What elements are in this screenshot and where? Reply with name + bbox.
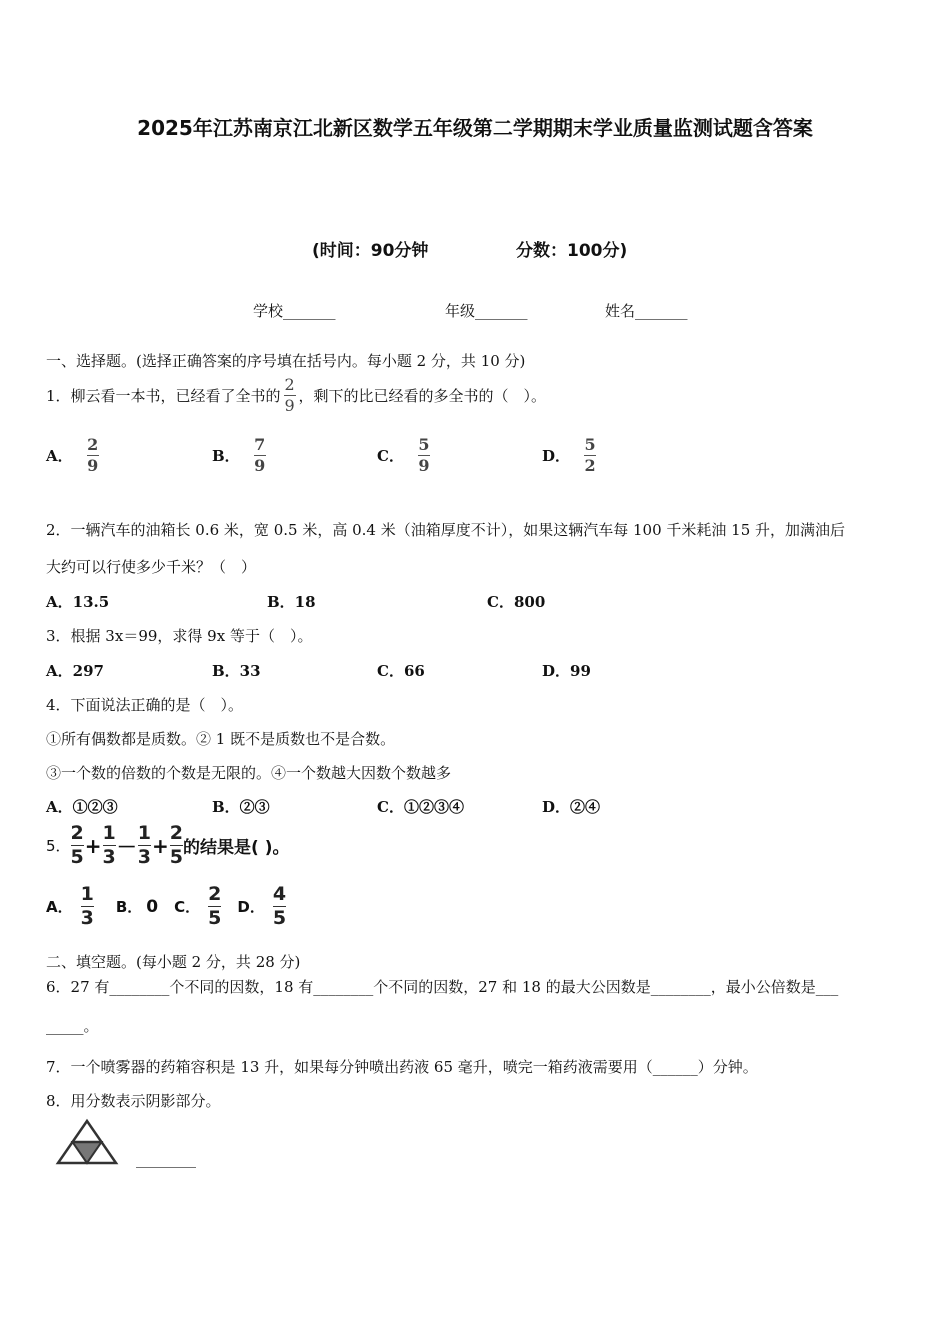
q3-option-d[interactable]: D．99 (542, 662, 591, 680)
q5-option-d[interactable]: D． $\frac{4}{5}$ (237, 883, 287, 929)
grade-field[interactable]: 年级_______ (445, 302, 528, 320)
exam-score: 分数：100分) (516, 241, 628, 261)
q5-option-c[interactable]: C． $\frac{2}{5}$ (174, 883, 222, 929)
q5-option-a[interactable]: A． $\frac{1}{3}$ (46, 883, 94, 929)
question-2-line-2: 大约可以行使多少千米？（ ） (46, 558, 257, 576)
question-5 (46, 824, 289, 867)
question-8-answer-blank[interactable]: ________ (136, 1150, 196, 1168)
q1-option-a[interactable]: A． $\frac{2}{9}$ (46, 435, 99, 475)
q5-term-4: $\frac{2}{5}$ (169, 822, 184, 868)
exam-time: (时间：90分钟 (312, 241, 429, 261)
document-title: 2025年江苏南京江北新区数学五年级第二学期期末学业质量监测试题含答案 (137, 116, 813, 140)
q5-term-2: $\frac{1}{3}$ (102, 822, 116, 868)
question-6-line-1: 6．27 有________个不同的因数，18 有________个不同的因数，27 和 18 的最大公因数是________，最小公倍数是___ (46, 978, 839, 996)
q5-options (46, 885, 286, 928)
q3-option-a[interactable]: A．297 (46, 662, 104, 680)
question-2-line-1: 2．一辆汽车的油箱长 0.6 米，宽 0.5 米，高 0.4 米（油箱厚度不计），如果这辆汽车每 100 千米耗油 15 升，加满油后 (46, 521, 846, 539)
question-6-line-2: _____。 (46, 1017, 99, 1035)
q3-option-b[interactable]: B．33 (212, 662, 261, 680)
q2-option-c[interactable]: C．800 (487, 593, 546, 611)
q5-term-1: $\frac{2}{5}$ (70, 822, 84, 868)
question-5-suffix: 的结果是( )。 (183, 838, 290, 858)
question-1-suffix: ，剩下的比已经看的多全书的（ ）。 (298, 387, 547, 405)
question-1-prefix: 1．柳云看一本书，已经看了全书的 (46, 387, 281, 405)
q5-operator-plus-2: + (152, 833, 169, 858)
q4-option-d[interactable]: D．②④ (542, 798, 601, 816)
name-field[interactable]: 姓名_______ (605, 302, 688, 320)
question-4-statement-2: ③一个数的倍数的个数是无限的。④一个数越大因数个数越多 (46, 764, 452, 782)
q4-option-a[interactable]: A．①②③ (46, 798, 118, 816)
section-1-heading: 一、选择题。(选择正确答案的序号填在括号内。每小题 2 分，共 10 分) (46, 352, 526, 370)
question-5-label: 5． (46, 837, 71, 855)
question-4: 4．下面说法正确的是（ ）。 (46, 696, 244, 714)
question-1 (46, 377, 546, 414)
q4-option-b[interactable]: B．②③ (212, 798, 270, 816)
q1-option-c[interactable]: C． $\frac{5}{9}$ (377, 435, 430, 475)
question-4-statement-1: ①所有偶数都是质数。② 1 既不是质数也不是合数。 (46, 730, 396, 748)
q2-option-a[interactable]: A．13.5 (46, 593, 110, 611)
q4-option-c[interactable]: C．①②③④ (377, 798, 464, 816)
shaded-triangle-figure (55, 1118, 119, 1168)
school-field[interactable]: 学校_______ (253, 302, 336, 320)
question-8: 8．用分数表示阴影部分。 (46, 1092, 221, 1110)
q5-operator-minus: － (116, 835, 137, 859)
question-7: 7．一个喷雾器的药箱容积是 13 升，如果每分钟喷出药液 65 毫升，喷完一箱药液需要用（______）分钟。 (46, 1058, 758, 1076)
q5-option-b[interactable]: B． 0 (115, 896, 159, 917)
question-3: 3．根据 3x＝99，求得 9x 等于（ ）。 (46, 627, 313, 645)
q5-term-3: $\frac{1}{3}$ (137, 822, 152, 868)
q1-option-d[interactable]: D． $\frac{5}{2}$ (542, 435, 596, 475)
section-2-heading: 二、填空题。(每小题 2 分，共 28 分) (46, 953, 301, 971)
q3-option-c[interactable]: C．66 (377, 662, 425, 680)
q5-operator-plus: + (84, 833, 102, 858)
q2-option-b[interactable]: B．18 (267, 593, 316, 611)
question-1-fraction: $\frac{2}{9}$ (284, 375, 295, 415)
q1-option-b[interactable]: B． $\frac{7}{9}$ (212, 435, 266, 475)
